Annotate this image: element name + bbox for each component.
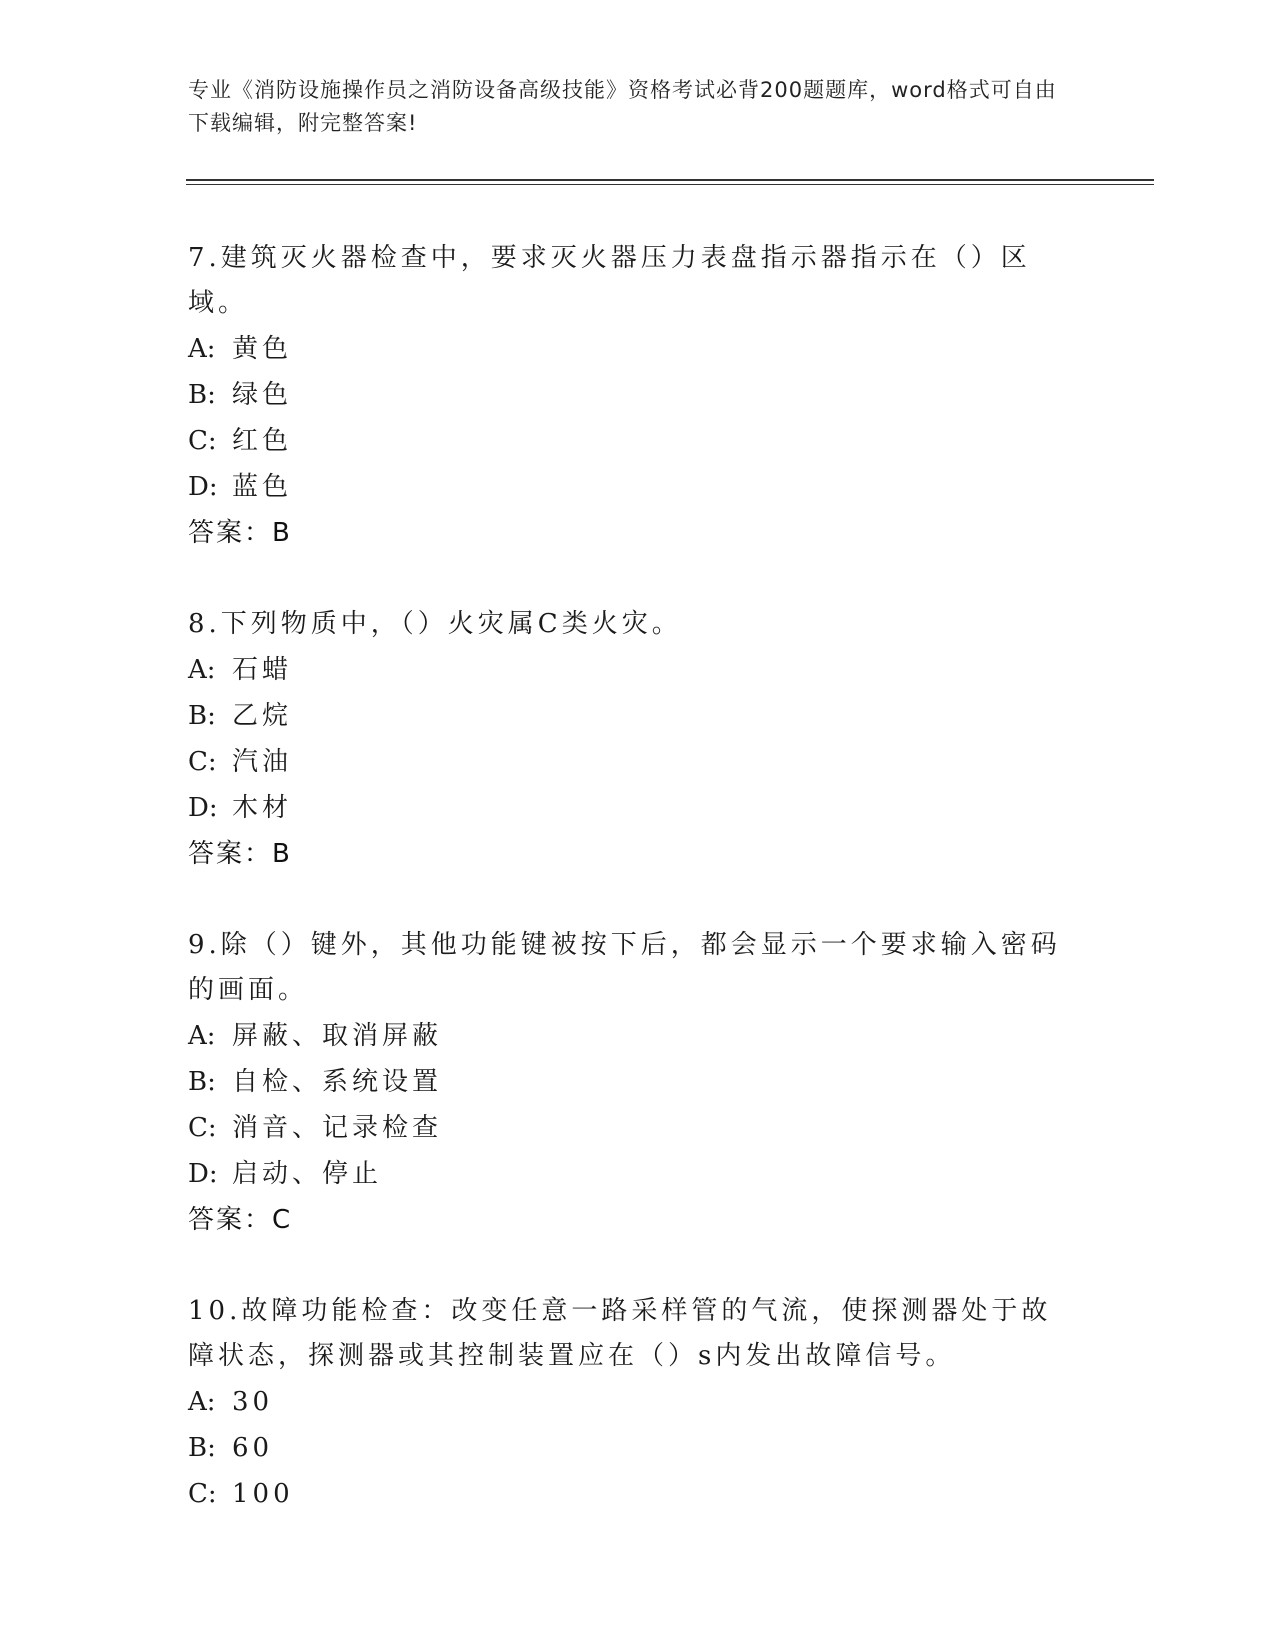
answer-line: 答案：C: [188, 1205, 293, 1235]
option-key: C:: [188, 426, 217, 456]
question-list: [188, 236, 1078, 1563]
option-d: [188, 464, 1078, 510]
answer-line: 答案：B: [188, 839, 292, 869]
option-b: [188, 1059, 1078, 1105]
header-divider-thin: [186, 184, 1154, 185]
option-key: C:: [188, 1479, 217, 1509]
option-text: 蓝色: [232, 472, 293, 502]
option-key: B:: [188, 701, 216, 731]
option-key: D:: [188, 472, 218, 502]
question-10: [188, 1289, 1078, 1517]
option-key: B:: [188, 380, 216, 410]
option-key: D:: [188, 793, 218, 823]
option-text: 自检、系统设置: [232, 1067, 443, 1097]
document-header: [188, 74, 1068, 140]
option-key: C:: [188, 1113, 217, 1143]
question-title: 7.建筑灭火器检查中，要求灭火器压力表盘指示器指示在（）区域。: [188, 243, 1031, 318]
answer-line: 答案：B: [188, 518, 292, 548]
question-title: 8.下列物质中，（）火灾属C类火灾。: [188, 609, 682, 639]
question-title: 10.故障功能检查：改变任意一路采样管的气流，使探测器处于故障状态，探测器或其控制装置应在（）s内发出故障信号。: [188, 1296, 1052, 1371]
question-7: [188, 236, 1078, 556]
option-key: A:: [188, 655, 216, 685]
option-key: A:: [188, 1021, 216, 1051]
option-text: 屏蔽、取消屏蔽: [232, 1021, 443, 1051]
option-text: 启动、停止: [232, 1159, 383, 1189]
option-text: 红色: [232, 426, 293, 456]
option-key: B:: [188, 1433, 216, 1463]
option-text: 乙烷: [232, 701, 293, 731]
option-key: D:: [188, 1159, 218, 1189]
option-a: [188, 1013, 1078, 1059]
header-divider-thick: [186, 179, 1154, 181]
option-a: [188, 647, 1078, 693]
question-8: [188, 602, 1078, 877]
option-d: [188, 1151, 1078, 1197]
option-b: [188, 693, 1078, 739]
question-9: [188, 923, 1078, 1243]
option-key: B:: [188, 1067, 216, 1097]
option-text: 黄色: [232, 334, 293, 364]
header-text: 专业《消防设施操作员之消防设备高级技能》资格考试必背200题题库，word格式可自由下载编辑，附完整答案!: [188, 78, 1057, 135]
option-text: 30: [232, 1387, 274, 1417]
option-key: A:: [188, 1387, 216, 1417]
option-a: [188, 326, 1078, 372]
option-d: [188, 785, 1078, 831]
option-text: 绿色: [232, 380, 293, 410]
option-c: [188, 418, 1078, 464]
option-text: 石蜡: [232, 655, 293, 685]
option-key: A:: [188, 334, 216, 364]
option-key: C:: [188, 747, 217, 777]
option-c: [188, 1471, 1078, 1517]
option-text: 100: [232, 1479, 294, 1509]
option-c: [188, 739, 1078, 785]
option-text: 汽油: [232, 747, 293, 777]
option-text: 60: [232, 1433, 274, 1463]
option-b: [188, 1425, 1078, 1471]
option-c: [188, 1105, 1078, 1151]
option-b: [188, 372, 1078, 418]
option-text: 消音、记录检查: [232, 1113, 443, 1143]
option-a: [188, 1379, 1078, 1425]
question-title: 9.除（）键外，其他功能键被按下后，都会显示一个要求输入密码的画面。: [188, 930, 1061, 1005]
option-text: 木材: [232, 793, 293, 823]
